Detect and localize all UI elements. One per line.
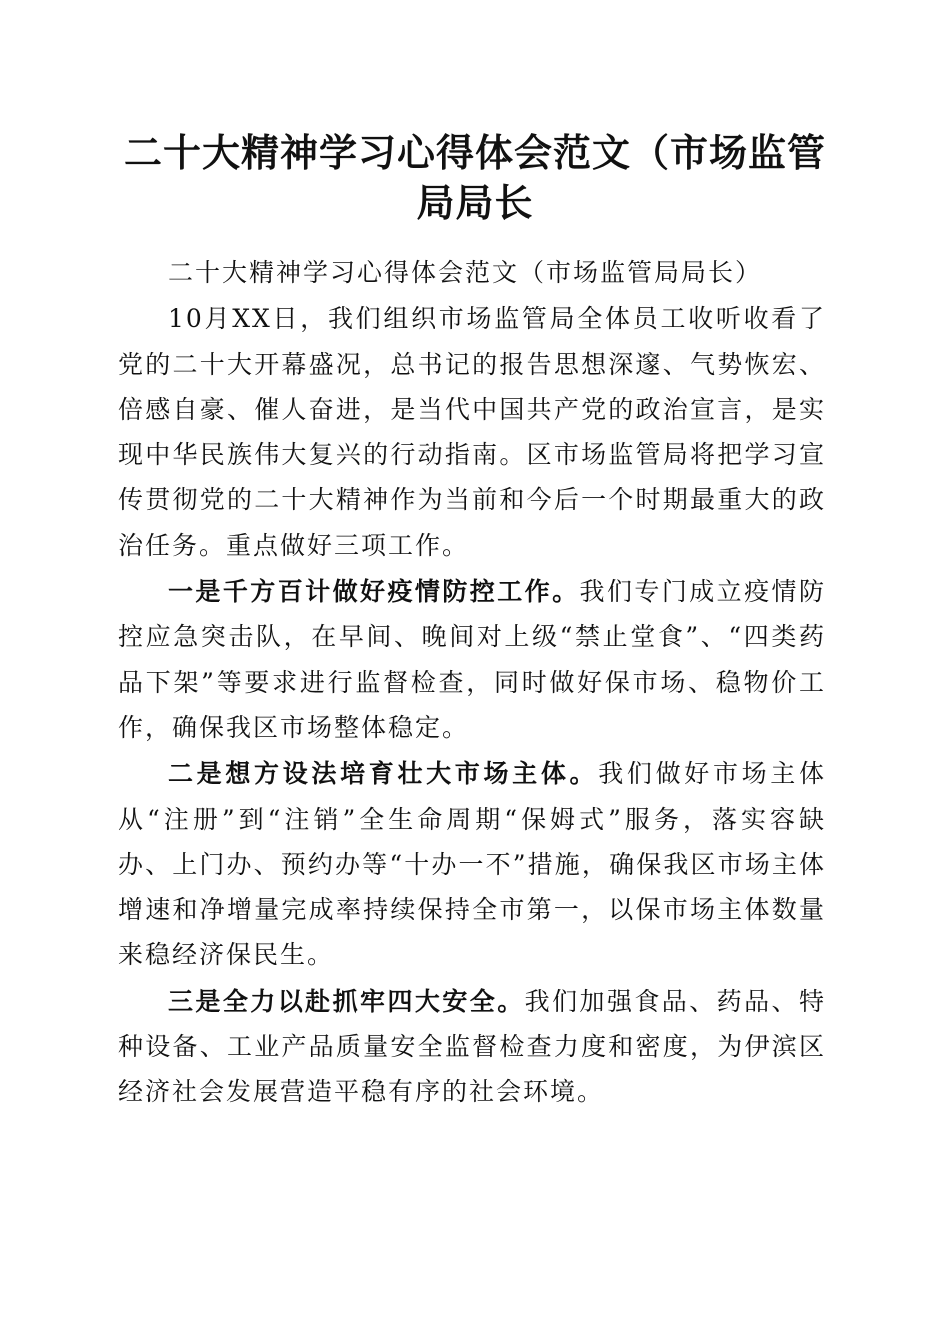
document-title: 二十大精神学习心得体会范文（市场监管局局长 [123, 130, 826, 225]
paragraph-subtitle [118, 250, 826, 295]
paragraph-text: 二十大精神学习心得体会范文（市场监管局局长） [168, 258, 763, 287]
paragraph-text: 我们专门成立疫情防控应急突击队，在早间、晚间对上级“禁止堂食”、“四类药品下架”等要求进行监督检查，同时做好保市场、稳物价工作，确保我区市场整体稳定。 [118, 577, 826, 742]
paragraph-point-2 [118, 751, 826, 977]
paragraph-intro [118, 296, 826, 568]
paragraph-text: 我们加强食品、药品、特种设备、工业产品质量安全监督检查力度和密度，为伊滨区经济社会发展营造平稳有序的社会环境。 [118, 986, 826, 1107]
paragraph-lead: 三是全力以赴抓牢四大安全。 [168, 986, 525, 1016]
paragraph-text: 我们做好市场主体从“注册”到“注销”全生命周期“保姆式”服务，落实容缺办、上门办、预约办等“十办一不”措施，确保我区市场主体增速和净增量完成率持续保持全市第一，以保市场主体数量来稳经济保民生。 [118, 759, 826, 970]
document-body [118, 250, 826, 1116]
paragraph-lead: 二是想方设法培育壮大市场主体。 [168, 759, 599, 789]
paragraph-point-1 [118, 569, 826, 750]
paragraph-lead: 一是千方百计做好疫情防控工作。 [168, 577, 580, 607]
paragraph-point-3 [118, 979, 826, 1115]
paragraph-text: 10月XX日，我们组织市场监管局全体员工收听收看了党的二十大开幕盛况，总书记的报告思想深邃、气势恢宏、倍感自豪、催人奋进，是当代中国共产党的政治宣言，是实现中华民族伟大复兴的行动指南。区市场监管局将把学习宣传贯彻党的二十大精神作为当前和今后一个时期最重大的政治任务。重点做好三项工作。 [118, 304, 826, 560]
